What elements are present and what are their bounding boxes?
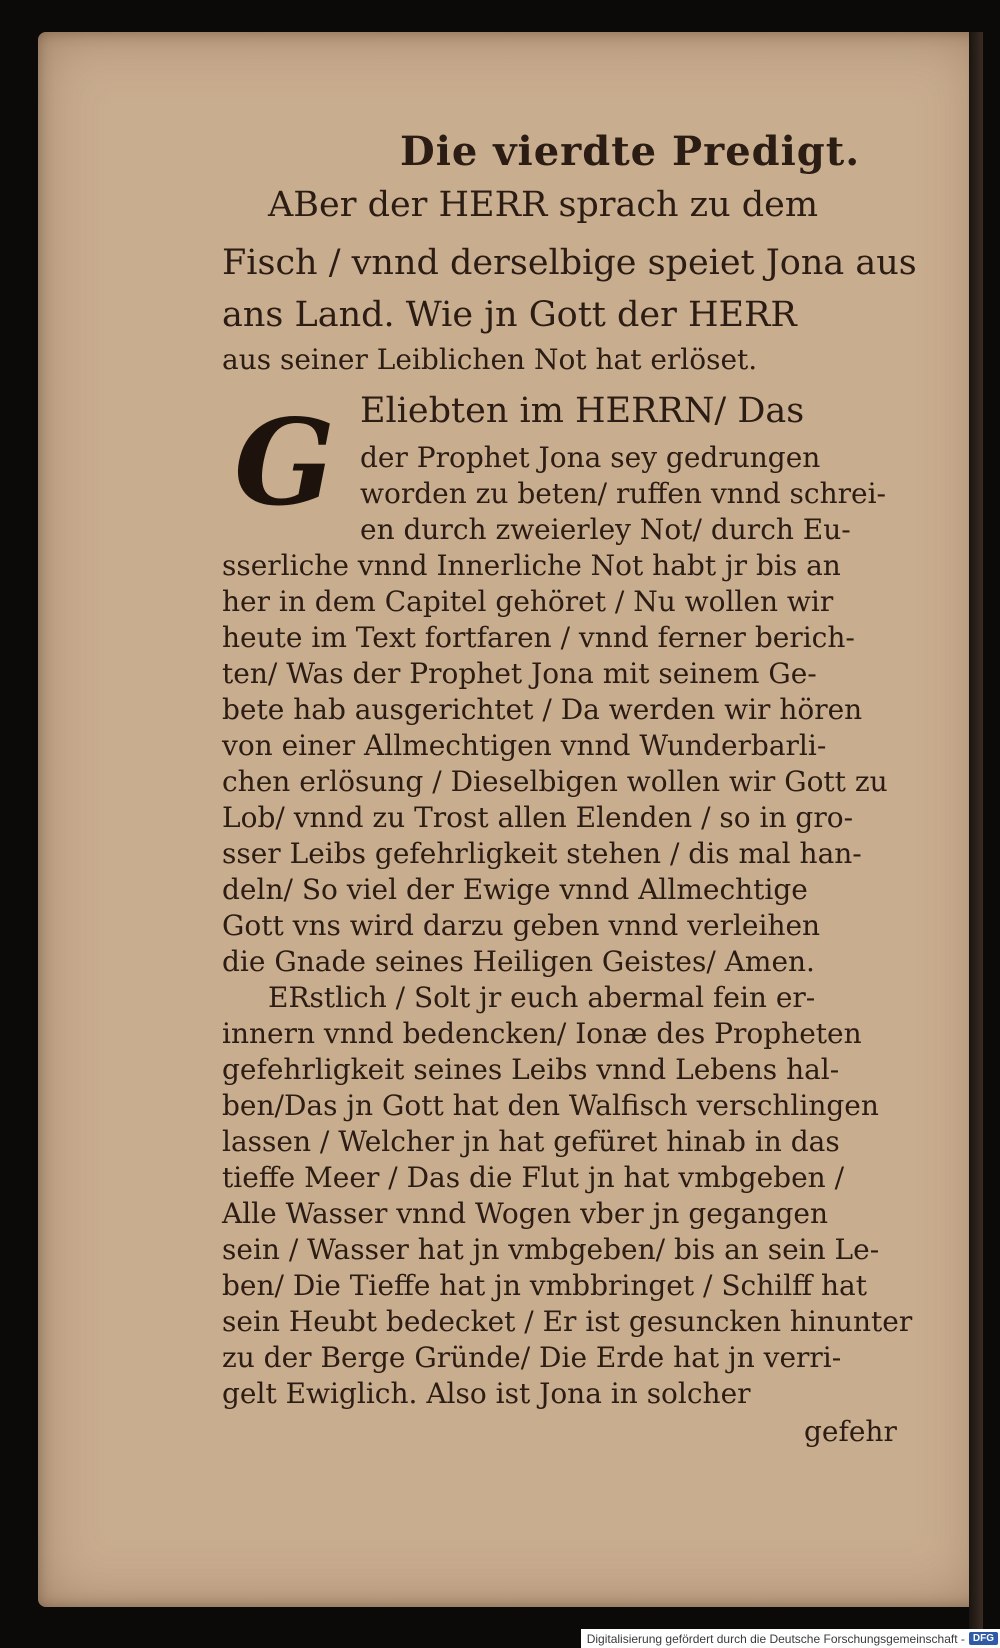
body-line: von einer Allmechtigen vnnd Wunderbarli- — [222, 729, 827, 762]
body-line: Gott vns wird darzu geben vnnd verleihen — [222, 909, 821, 942]
body-line: en durch zweierley Not/ durch Eu- — [360, 513, 851, 546]
body-line: zu der Berge Gründe/ Die Erde hat jn verri- — [222, 1341, 842, 1374]
body-line: ten/ Was der Prophet Jona mit seinem Ge- — [222, 657, 817, 690]
body-line: deln/ So viel der Ewige vnnd Allmechtige — [222, 873, 808, 906]
dfg-logo: DFG — [969, 1632, 998, 1645]
summary-line: ans Land. Wie jn Gott der HERR — [222, 295, 797, 335]
decorated-initial: G — [234, 393, 335, 532]
summary-line: aus seiner Leiblichen Not hat erlöset. — [222, 343, 758, 376]
funding-credit: Digitalisierung gefördert durch die Deutsche Forschungsgemeinschaft - — [586, 1631, 965, 1646]
catchword: gefehr — [804, 1415, 897, 1448]
page-edge — [969, 32, 983, 1632]
body-line: Eliebten im HERRN/ Das — [360, 391, 805, 431]
page-heading: Die vierdte Predigt. — [400, 128, 861, 175]
body-line: die Gnade seines Heiligen Geistes/ Amen. — [222, 945, 815, 978]
body-line: worden zu beten/ ruffen vnnd schrei- — [360, 477, 886, 510]
body-line: gelt Ewiglich. Also ist Jona in solcher — [222, 1377, 751, 1410]
body-line: innern vnnd bedencken/ Ionæ des Propheten — [222, 1017, 862, 1050]
body-line: sserliche vnnd Innerliche Not habt jr bis an — [222, 549, 841, 582]
body-line: ben/Das jn Gott hat den Walfisch verschlingen — [222, 1089, 879, 1122]
body-line: ben/ Die Tieffe hat jn vmbbringet / Schilff hat — [222, 1269, 867, 1302]
body-line: Lob/ vnnd zu Trost allen Elenden / so in gro- — [222, 801, 854, 834]
body-line: bete hab ausgerichtet / Da werden wir hören — [222, 693, 863, 726]
body-line: sein Heubt bedecket / Er ist gesuncken hinunter — [222, 1305, 913, 1338]
body-line: heute im Text fortfaren / vnnd ferner berich- — [222, 621, 855, 654]
summary-line: Fisch / vnnd derselbige speiet Jona aus — [222, 243, 917, 283]
body-line: sein / Wasser hat jn vmbgeben/ bis an sein Le- — [222, 1233, 880, 1266]
body-line: Alle Wasser vnnd Wogen vber jn gegangen — [222, 1197, 828, 1230]
body-line: her in dem Capitel gehöret / Nu wollen wir — [222, 585, 834, 618]
body-line: tieffe Meer / Das die Flut jn hat vmbgeben / — [222, 1161, 845, 1194]
summary-line: ABer der HERR sprach zu dem — [268, 185, 819, 225]
body-line: lassen / Welcher jn hat gefüret hinab in das — [222, 1125, 840, 1158]
body-line: gefehrligkeit seines Leibs vnnd Lebens hal- — [222, 1053, 840, 1086]
body-line: ERstlich / Solt jr euch abermal fein er- — [268, 981, 816, 1014]
digitization-credit-bar — [581, 1629, 1000, 1648]
body-line: chen erlösung / Dieselbigen wollen wir Gott zu — [222, 765, 888, 798]
body-line: der Prophet Jona sey gedrungen — [360, 441, 821, 474]
body-line: sser Leibs gefehrligkeit stehen / dis mal han- — [222, 837, 862, 870]
